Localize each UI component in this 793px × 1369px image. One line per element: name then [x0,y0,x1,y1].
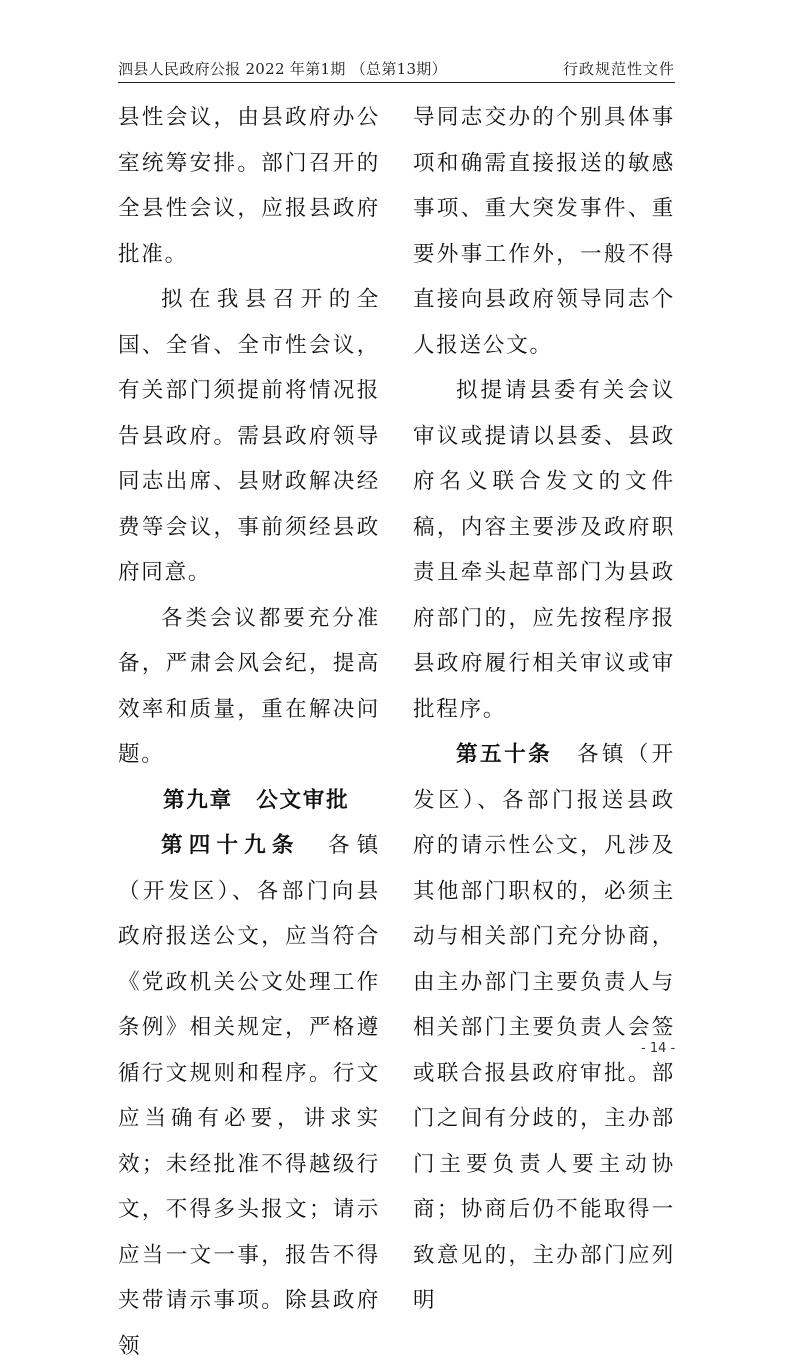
paragraph: 县性会议，由县政府办公室统筹安排。部门召开的全县性会议，应报县政府批准。 [118,105,380,267]
section-title: 行政规范性文件 [562,60,675,78]
paragraph: 拟在我县召开的全国、全省、全市性会议，有关部门须提前将情况报告县政府。需县政府领导同志出席、县财政解决经费等会议，事前须经县政府同意。 [118,287,380,585]
page-header [118,56,675,83]
article-title: 第四十九条 [161,833,300,858]
article-text: 各镇（开发区）、各部门向县政府报送公文，应当符合《党政机关公文处理工作条例》相关规定，严格遵循行文规则和程序。行文应当确有必要，讲求实效；未经批准不得越级行文，不得多头报文；请示应当一文一事，报告不得夹带请示事项。除县政府领 [118,833,380,1359]
paragraph: 导同志交办的个别具体事项和确需直接报送的敏感事项、重大突发事件、重要外事工作外，一般不得直接向县政府领导同志个人报送公文。 [413,105,675,358]
right-column [413,95,675,1324]
paragraph: 拟提请县委有关会议审议或提请以县委、县政府名义联合发文的文件稿，内容主要涉及政府职责且牵头起草部门为县政府部门的，应先按程序报县政府履行相关审议或审批程序。 [413,378,675,722]
article-50 [413,732,675,1324]
chapter-heading: 第九章 公文审批 [163,787,350,813]
publication-title: 泗县人民政府公报 2022 年第1期 （总第13期） [118,60,447,78]
article-49 [118,823,380,1369]
page-number: - 14 - [641,1041,676,1056]
left-column [118,95,380,1369]
article-title: 第五十条 [456,742,553,767]
paragraph: 各类会议都要充分准备，严肃会风会纪，提高效率和质量，重在解决问题。 [118,605,380,767]
article-text: 各镇（开发区）、各部门报送县政府的请示性公文，凡涉及其他部门职权的，必须主动与相关部门充分协商，由主办部门主要负责人与相关部门主要负责人会签或联合报县政府审批。部门之间有分歧的，主办部门主要负责人要主动协商；协商后仍不能取得一致意见的，主办部门应列明 [413,742,675,1313]
